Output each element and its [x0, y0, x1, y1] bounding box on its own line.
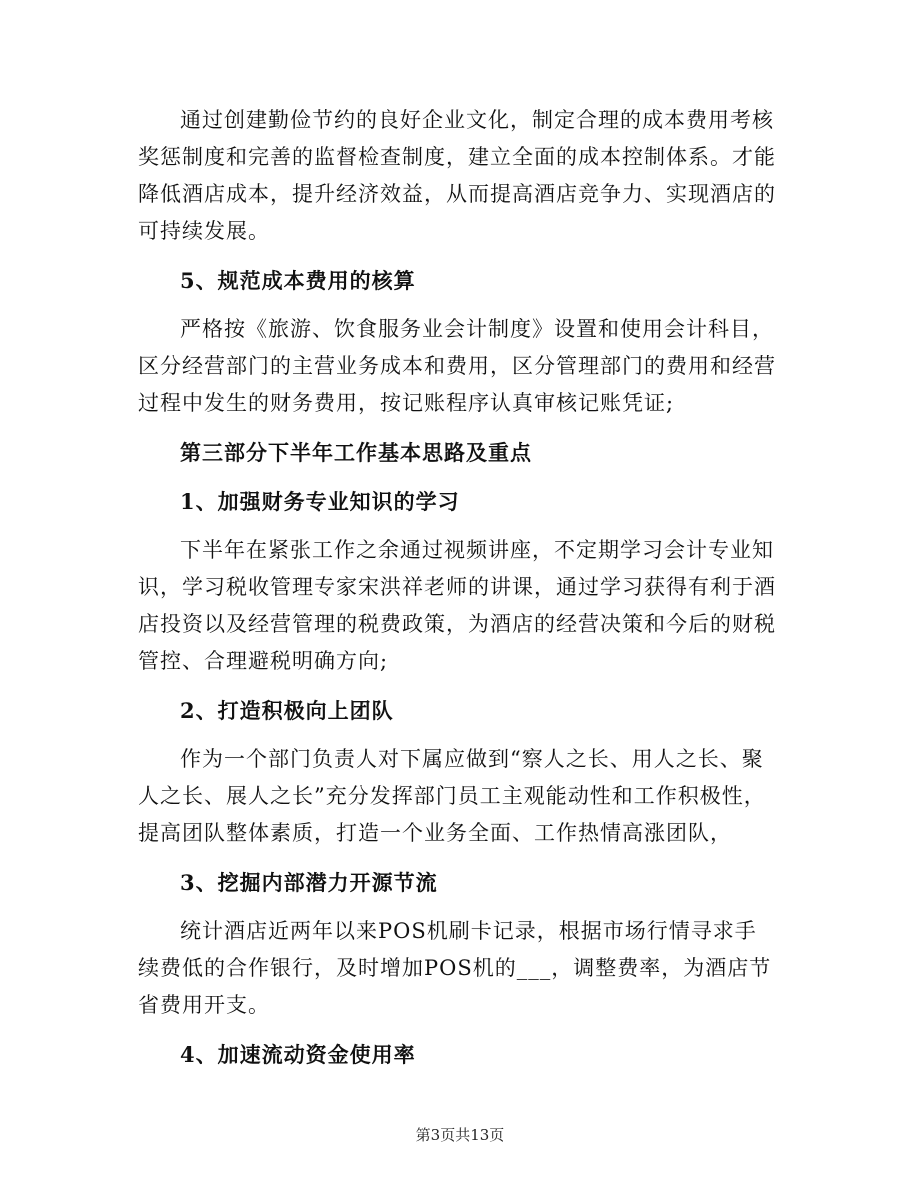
document-body	[138, 102, 778, 1085]
page-number-footer: 第3页共13页	[415, 1126, 505, 1144]
paragraph-team: 作为一个部门负责人对下属应做到“察人之长、用人之长、聚人之长、展人之长”充分发挥部门员工主观能动性和工作积极性，提高团队整体素质，打造一个业务全面、工作热情高涨团队，	[138, 747, 766, 845]
paragraph-cost-culture: 通过创建勤俭节约的良好企业文化，制定合理的成本费用考核奖惩制度和完善的监督检查制度，建立全面的成本控制体系。才能降低酒店成本，提升经济效益，从而提高酒店竞争力、实现酒店的可持续发展。	[138, 108, 776, 243]
heading-team-building: 2、打造积极向上团队	[180, 698, 394, 723]
heading-professional-learning: 1、加强财务专业知识的学习	[180, 489, 460, 514]
paragraph-learning: 下半年在紧张工作之余通过视频讲座，不定期学习会计专业知识，学习税收管理专家宋洪祥老师的讲课，通过学习获得有利于酒店投资以及经营管理的税费政策，为酒店的经营决策和今后的财税管控、合理避税明确方向;	[138, 538, 776, 673]
paragraph-accounting-rules: 严格按《旅游、饮食服务业会计制度》设置和使用会计科目，区分经营部门的主营业务成本和费用，区分管理部门的费用和经营过程中发生的财务费用，按记账程序认真审核记账凭证;	[138, 317, 776, 415]
heading-working-capital: 4、加速流动资金使用率	[180, 1042, 416, 1067]
heading-internal-potential: 3、挖掘内部潜力开源节流	[180, 870, 438, 895]
paragraph-pos: 统计酒店近两年以来POS机刷卡记录，根据市场行情寻求手续费低的合作银行，及时增加POS机的___，调整费率，为酒店节省费用开支。	[138, 919, 772, 1017]
heading-part-three: 第三部分下半年工作基本思路及重点	[180, 440, 532, 465]
heading-cost-accounting: 5、规范成本费用的核算	[180, 268, 416, 293]
